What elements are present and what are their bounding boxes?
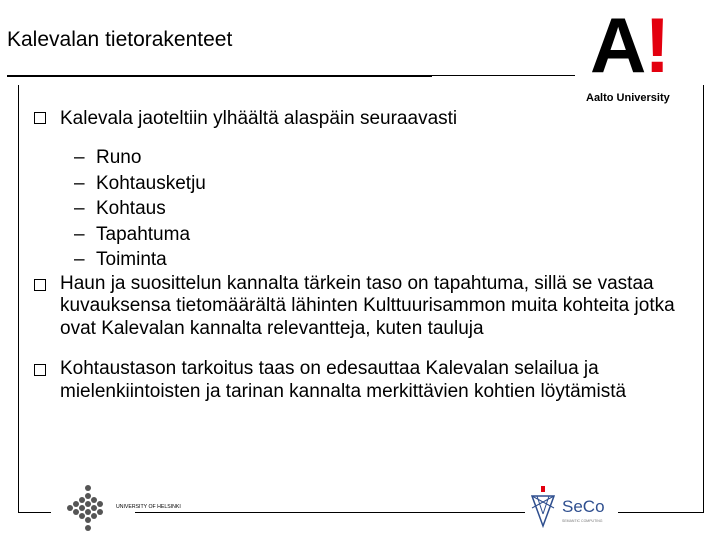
frame-line-top [432,75,575,76]
university-of-helsinki-logo [62,484,222,532]
helsinki-emblem-icon [67,485,103,531]
seco-wordmark: SeCo [562,497,605,516]
helsinki-wordmark: UNIVERSITY OF HELSINKI [116,504,181,510]
aalto-logo-exclamation: ! [644,1,669,89]
bullet-1 [34,106,694,131]
sub-item: – Runo [74,147,142,168]
aalto-logo-letter: A [590,1,645,89]
bullet-box-icon [34,364,46,376]
aalto-university-name: Aalto University [586,92,670,104]
seco-logo [528,484,620,530]
bullet-3-text: Kohtaustason tarkoitus taas on edesauttaa Kalevalan selailua ja mielenkiintoisten ja tarinan kannalta merkittävien kohtien löytämistä [60,358,627,402]
title-underline [7,75,432,77]
bullet-3 [34,358,694,403]
frame-line-bottom-right [618,512,704,513]
bullet-box-icon [34,279,46,291]
bullet-box-icon [34,112,46,124]
slide-title: Kalevalan tietorakenteet [7,28,233,51]
sub-item: – Toiminta [74,249,167,270]
frame-line-left [18,85,19,513]
seco-emblem-icon [532,486,554,526]
bullet-2-text: Haun ja suosittelun kannalta tärkein taso on tapahtuma, sillä se vastaa kuvauksensa tietomäärältä lähinten Kulttuurisammon muita kohteita jotka ovat Kalevalan kannalta relevantteja, kuten tauluja [60,272,675,339]
frame-line-bottom-left [18,512,51,513]
sub-item: – Kohtausketju [74,172,206,194]
slide-content [34,106,694,403]
frame-line-right [703,85,704,513]
sub-item: – Tapahtuma [74,223,191,245]
bullet-2 [34,273,694,341]
bullet-1-text: Kalevala jaoteltiin ylhäältä alaspäin seuraavasti [60,108,458,129]
sub-item: – Kohtaus [74,198,166,219]
aalto-logo [590,1,669,89]
sub-list [34,145,694,273]
seco-subtitle: SEMANTIC COMPUTING [562,519,603,523]
